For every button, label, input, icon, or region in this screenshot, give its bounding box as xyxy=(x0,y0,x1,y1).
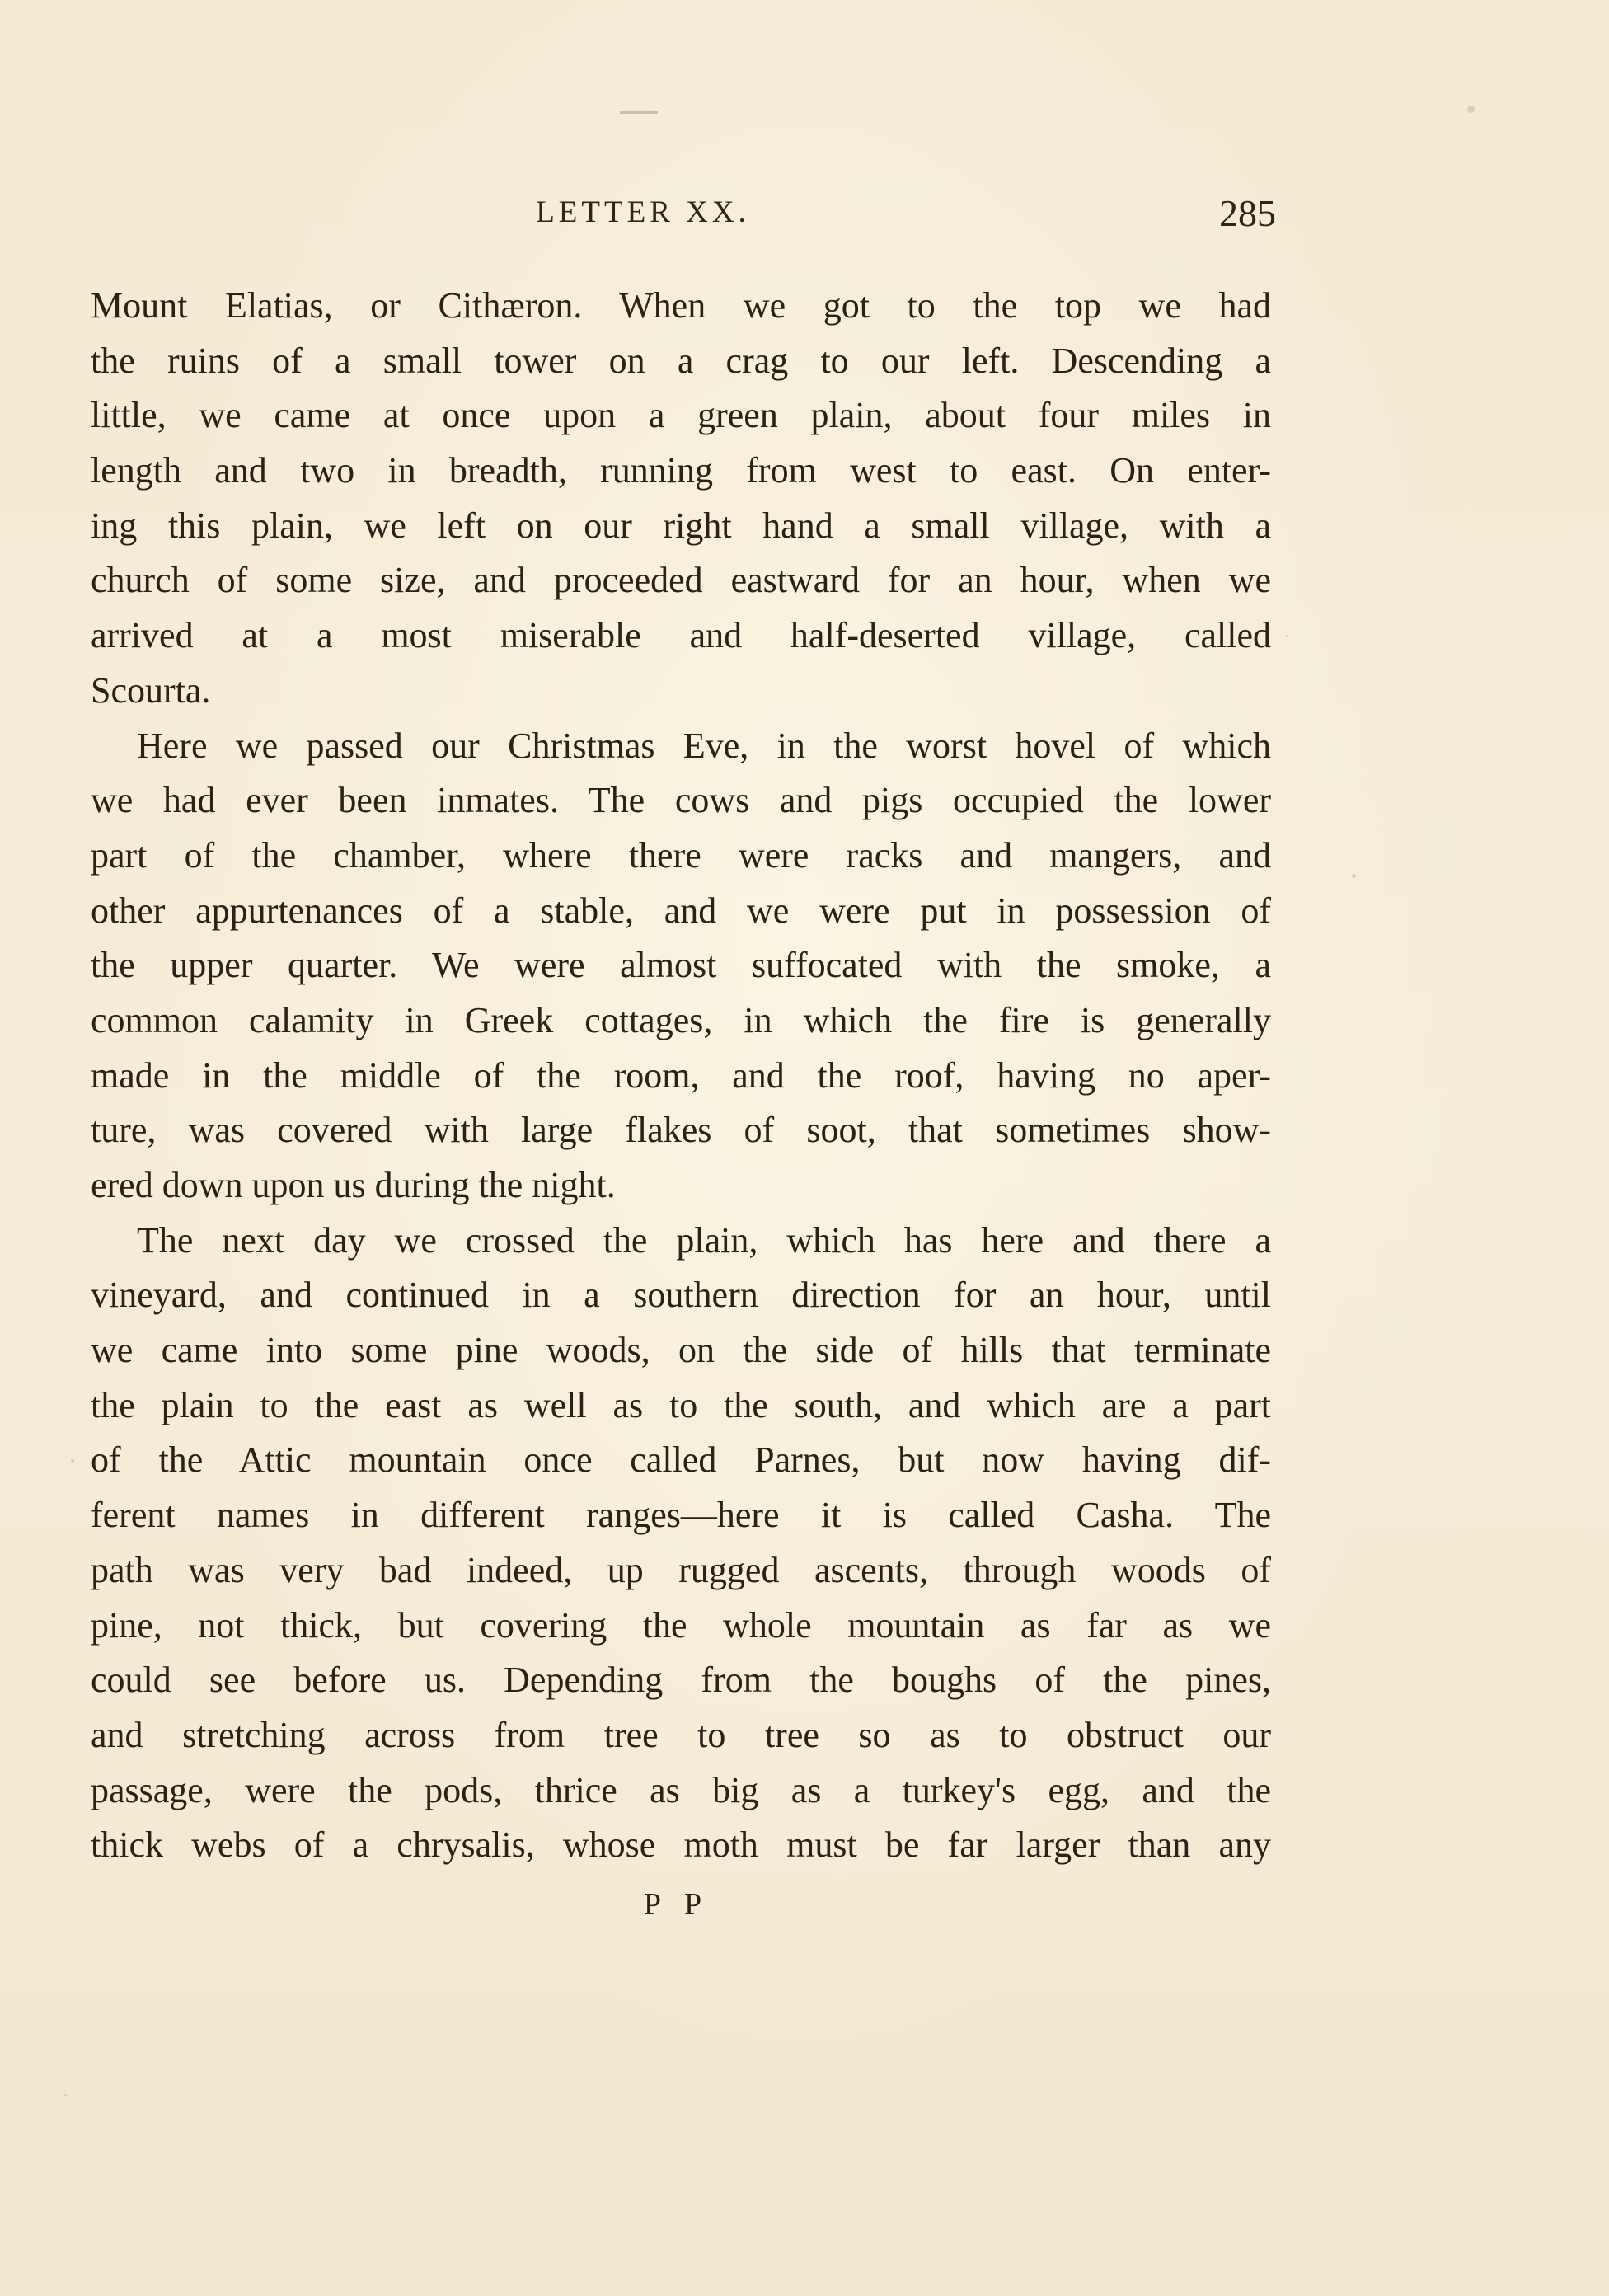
text-line: ferent names in different ranges—here it is called Casha. The xyxy=(91,1495,1271,1536)
text-line: church of some size, and proceeded eastward for an hour, when we xyxy=(91,560,1271,601)
paper-speck xyxy=(1352,874,1356,878)
text-line: we had ever been inmates. The cows and pigs occupied the lower xyxy=(91,780,1271,821)
running-title: LETTER XX. xyxy=(536,195,750,229)
text-line: of the Attic mountain once called Parnes, but now having dif- xyxy=(91,1439,1271,1481)
text-line: could see before us. Depending from the boughs of the pines, xyxy=(91,1660,1271,1701)
text-line: ture, was covered with large flakes of soot, that sometimes show- xyxy=(91,1110,1271,1151)
text-line: other appurtenances of a stable, and we were put in possession of xyxy=(91,890,1271,931)
paper-speck xyxy=(1467,106,1475,113)
signature-mark: P P xyxy=(643,1887,711,1922)
top-dash-mark xyxy=(620,111,658,114)
paper-speck xyxy=(1286,635,1288,637)
text-line: part of the chamber, where there were racks and mangers, and xyxy=(91,834,1271,876)
paper-speck xyxy=(64,2094,67,2096)
text-line: Mount Elatias, or Cithæron. When we got to the top we had xyxy=(91,285,1271,326)
body-text xyxy=(91,279,1271,1873)
text-line: the ruins of a small tower on a crag to our left. Descending a xyxy=(91,340,1271,381)
text-line: vineyard, and continued in a southern direction for an hour, until xyxy=(91,1275,1271,1316)
text-line: ered down upon us during the night. xyxy=(91,1165,616,1205)
paper-speck xyxy=(71,1459,74,1463)
text-line: length and two in breadth, running from west to east. On enter- xyxy=(91,450,1271,491)
text-line: path was very bad indeed, up rugged ascents, through woods of xyxy=(91,1549,1271,1590)
paragraph-start-line: The next day we crossed the plain, which has here and there a xyxy=(137,1219,1271,1261)
running-head xyxy=(0,192,1609,244)
text-line: made in the middle of the room, and the roof, having no aper- xyxy=(91,1054,1271,1096)
text-line: thick webs of a chrysalis, whose moth must be far larger than any xyxy=(91,1824,1271,1866)
text-line: the upper quarter. We were almost suffocated with the smoke, a xyxy=(91,945,1271,986)
text-line: ing this plain, we left on our right hand a small village, with a xyxy=(91,505,1271,546)
text-line: we came into some pine woods, on the side of hills that terminate xyxy=(91,1330,1271,1371)
text-line: common calamity in Greek cottages, in which the fire is generally xyxy=(91,999,1271,1040)
text-line: little, we came at once upon a green plain, about four miles in xyxy=(91,395,1271,436)
page-number: 285 xyxy=(1219,192,1276,234)
paragraph-start-line: Here we passed our Christmas Eve, in the worst hovel of which xyxy=(137,725,1271,766)
text-line: and stretching across from tree to tree so as to obstruct our xyxy=(91,1714,1271,1755)
text-line: passage, were the pods, thrice as big as a turkey's egg, and the xyxy=(91,1769,1271,1810)
text-line: arrived at a most miserable and half-deserted village, called xyxy=(91,615,1271,656)
text-line: pine, not thick, but covering the whole mountain as far as we xyxy=(91,1604,1271,1646)
text-line: the plain to the east as well as to the south, and which are a part xyxy=(91,1384,1271,1425)
text-line: Scourta. xyxy=(91,669,211,711)
